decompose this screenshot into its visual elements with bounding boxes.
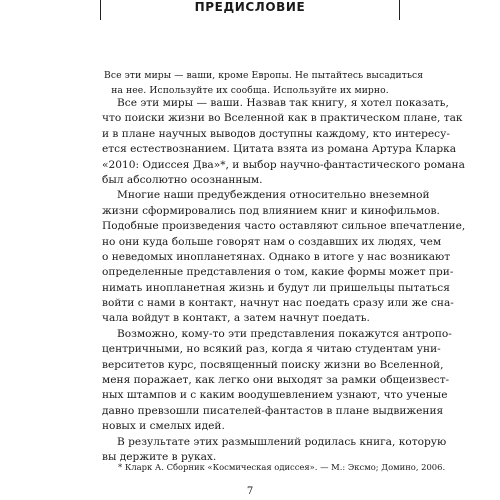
paragraph-line: ных штампов и с каким воодушевлением узнают, что ученые — [102, 389, 448, 402]
paragraph-line: что поиски жизни во Вселенной как в практическом плане, так — [102, 112, 463, 125]
page-number: 7 — [246, 486, 254, 497]
epigraph-line: на нее. Используйте их сообща. Используйте их мирно. — [111, 85, 389, 96]
chapter-title: ПРЕДИСЛОВИЕ — [194, 0, 306, 14]
paragraph-line: В результате этих размышлений родилась книга, которую — [117, 435, 447, 448]
epigraph — [104, 68, 424, 98]
paragraph-line: центричными, но всякий раз, когда я читаю студентам уни- — [102, 343, 441, 356]
paragraph-line: Многие наши предубеждения относительно внеземной — [117, 189, 430, 202]
paragraph-line: новых и смелых идей. — [102, 420, 225, 433]
header-right-rule — [399, 0, 400, 20]
paragraph-line: верситетов курс, посвященный поиску жизни во Вселенной, — [102, 358, 444, 371]
paragraph-line: был абсолютно осознанным. — [102, 173, 263, 186]
paragraph-line: определенные представления о том, какие формы может при- — [102, 266, 454, 279]
paragraph-line: Возможно, кому-то эти представления покажутся антропо- — [117, 327, 452, 340]
paragraph-line: меня поражает, как легко они выходят за рамки общеизвест- — [102, 374, 450, 387]
paragraph-line: Подобные произведения часто оставляют сильное впечатление, — [102, 220, 466, 233]
paragraph-line: чала войдут в контакт, а затем начнут поедать. — [102, 312, 370, 325]
paragraph-line: жизни сформировались под влиянием книг и кинофильмов. — [102, 204, 440, 217]
footnote: * Кларк А. Сборник «Космическая одиссея». — М.: Эксмо; Домино, 2006. — [118, 462, 446, 472]
epigraph-line: Все эти миры — ваши, кроме Европы. Не пытайтесь высадиться — [104, 70, 424, 81]
main-text — [102, 96, 466, 465]
paragraph-line: давно превзошли писателей-фантастов в плане выдвижения — [102, 404, 444, 417]
running-header — [100, 0, 400, 22]
paragraph-line: о неведомых инопланетянах. Однако в итоге у нас возникают — [102, 250, 451, 263]
paragraph-line: Все эти миры — ваши. Назвав так книгу, я хотел показать, — [117, 97, 449, 109]
paragraph-line: войти с нами в контакт, начнут нас поедать сразу или же сна- — [102, 297, 454, 310]
paragraph-line: но они куда больше говорят нам о создавших их людях, чем — [102, 235, 442, 248]
paragraph-line: вы держите в руках. — [102, 450, 217, 463]
paragraph-line: ется естествознанием. Цитата взята из романа Артура Кларка — [102, 143, 457, 156]
paragraph-line: нимать инопланетная жизнь и будут ли пришельцы пытаться — [102, 281, 450, 294]
paragraph-line: «2010: Одиссея Два»*, и выбор научно-фантастического романа — [102, 158, 465, 171]
paragraph-line: и в плане научных выводов доступны каждому, кто интересу- — [102, 127, 450, 140]
